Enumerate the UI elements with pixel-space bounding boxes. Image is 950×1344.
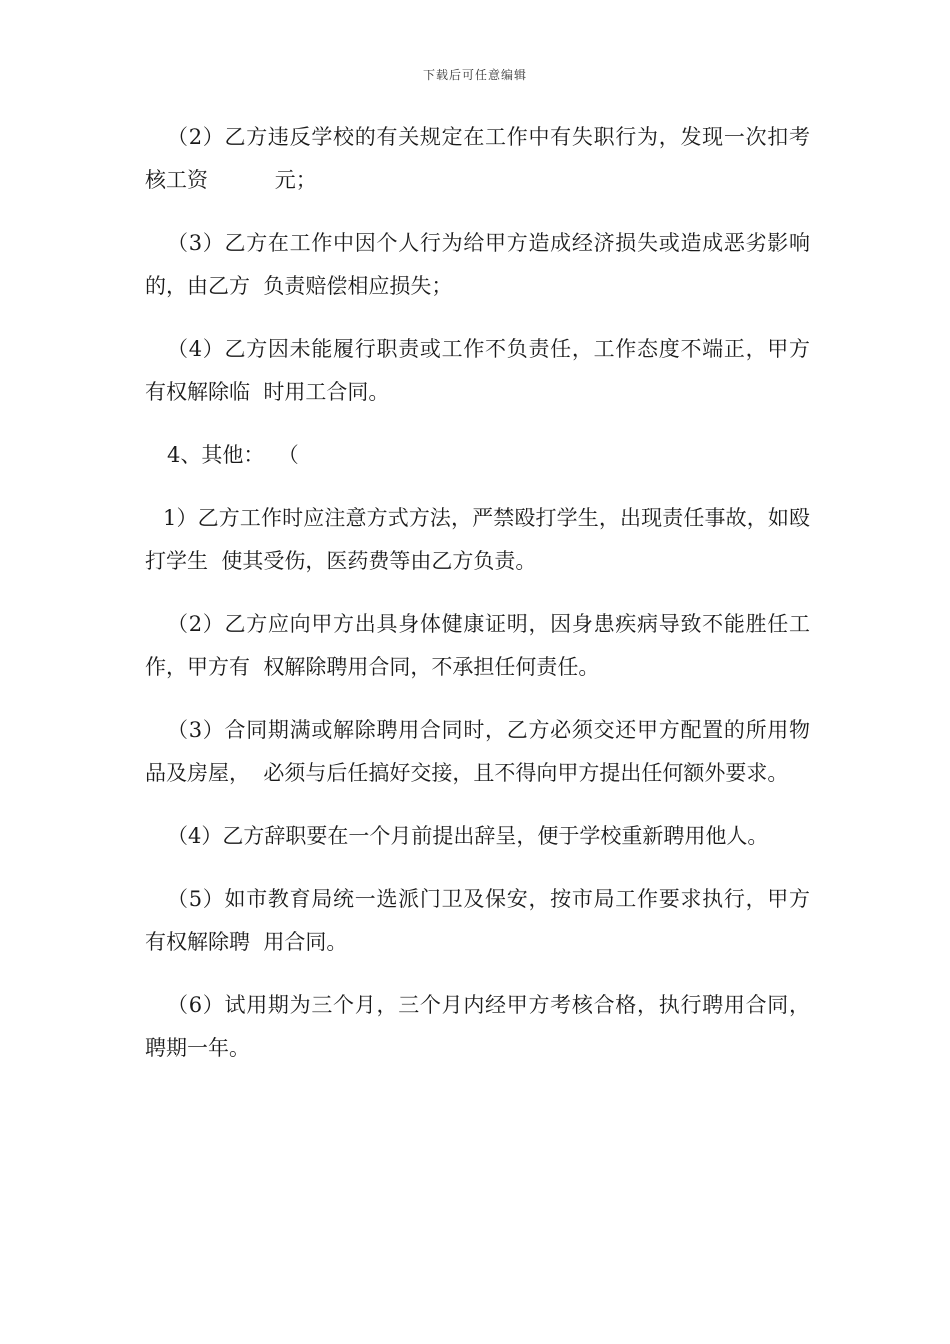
clause-paragraph: （4）乙方辞职要在一个月前提出辞呈，便于学校重新聘用他人。 — [167, 824, 769, 848]
page-header-note: 下载后可任意编辑 — [422, 68, 527, 82]
document-body — [145, 116, 810, 1090]
clause-paragraph: （2）乙方应向甲方出具身体健康证明，因身患疾病导致不能胜任工作，甲方有 权解除聘用合同，不承担任何责任。 — [145, 612, 810, 679]
clause-paragraph: （5）如市教育局统一选派门卫及保安，按市局工作要求执行，甲方有权解除聘 用合同。 — [145, 887, 810, 954]
section-heading: 4、其他： （ — [167, 443, 299, 467]
clause-paragraph: 1）乙方工作时应注意方式方法，严禁殴打学生，出现责任事故，如殴打学生 使其受伤，医药费等由乙方负责。 — [145, 506, 810, 573]
clause-paragraph: （4）乙方因未能履行职责或工作不负责任，工作态度不端正，甲方有权解除临 时用工合同。 — [145, 337, 810, 404]
clause-paragraph: （6）试用期为三个月，三个月内经甲方考核合格，执行聘用合同，聘期一年。 — [145, 993, 810, 1060]
clause-paragraph: （3）乙方在工作中因个人行为给甲方造成经济损失或造成恶劣影响的，由乙方 负责赔偿相应损失； — [145, 231, 810, 298]
clause-paragraph: （2）乙方违反学校的有关规定在工作中有失职行为，发现一次扣考核工资 元； — [145, 125, 810, 192]
clause-paragraph: （3）合同期满或解除聘用合同时，乙方必须交还甲方配置的所用物品及房屋， 必须与后任搞好交接，且不得向甲方提出任何额外要求。 — [145, 718, 810, 785]
